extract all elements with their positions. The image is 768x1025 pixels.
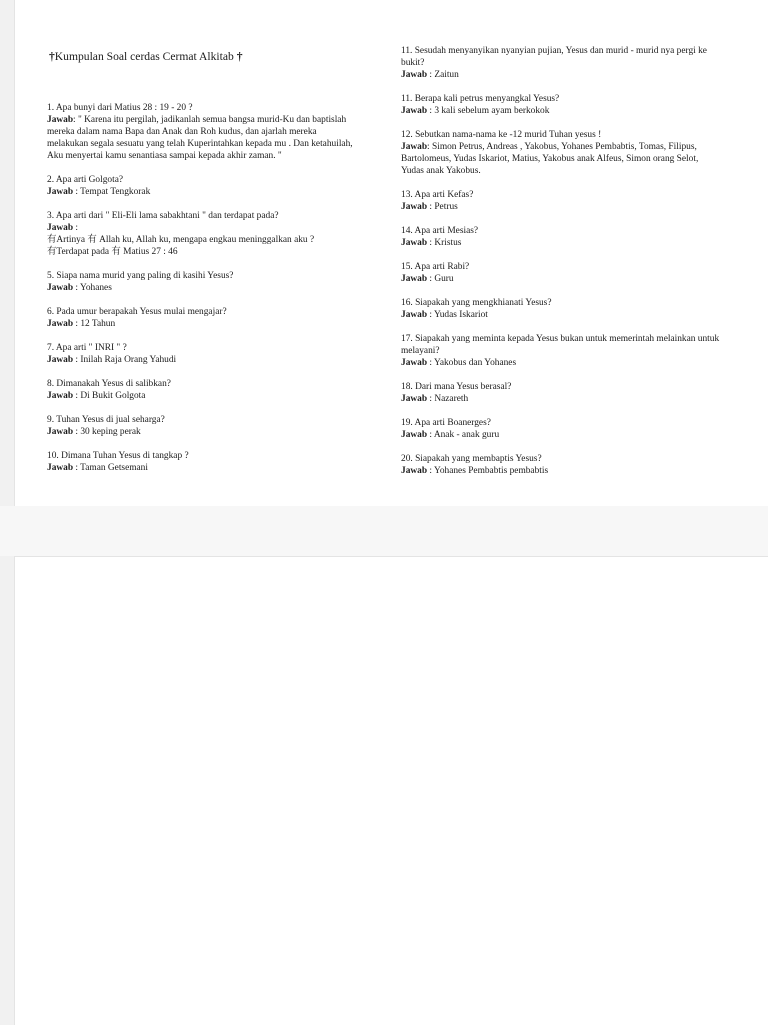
question-text: 15. Apa arti Rabi? bbox=[401, 262, 470, 272]
question-block-9 bbox=[47, 414, 359, 438]
question-block-17 bbox=[401, 333, 721, 369]
answer-text bbox=[47, 318, 359, 330]
answer-label: Jawab bbox=[47, 463, 74, 473]
answer-label: Jawab bbox=[47, 355, 74, 365]
question-block-1 bbox=[47, 102, 359, 162]
answer-value: : Yohanes Pembabtis pembabtis bbox=[427, 466, 549, 476]
answer-value: : 30 keping perak bbox=[73, 427, 141, 437]
question-block-13 bbox=[401, 189, 721, 213]
answer-value: : Inilah Raja Orang Yahudi bbox=[73, 355, 177, 365]
question-text: 7. Apa arti " INRI " ? bbox=[47, 343, 127, 353]
answer-value: : Yakobus dan Yohanes bbox=[427, 358, 517, 368]
answer-label: Jawab bbox=[401, 142, 428, 152]
answer-text bbox=[401, 393, 721, 405]
question-text: 20. Siapakah yang membaptis Yesus? bbox=[401, 454, 542, 464]
question-text: 19. Apa arti Boanerges? bbox=[401, 418, 491, 428]
answer-label: Jawab bbox=[47, 187, 74, 197]
answer-text bbox=[47, 186, 359, 198]
answer-text bbox=[401, 273, 721, 285]
question-block-11b bbox=[401, 93, 721, 117]
answer-value: : " Karena itu pergilah, jadikanlah semua bangsa murid-Ku dan baptislah mereka dalam nama Bapa dan Anak dan Roh kudus, dan ajarlah mereka melakukan segala sesuatu yang telah Kuperintahkan kepada mu . Dan ketahuilah, Aku menyertai kamu senantiasa sampai kepada akhir zaman. " bbox=[47, 115, 353, 161]
question-block-7 bbox=[47, 342, 359, 366]
answer-text bbox=[401, 309, 721, 321]
answer-text bbox=[47, 222, 359, 234]
question-text: 16. Siapakah yang mengkhianati Yesus? bbox=[401, 298, 552, 308]
answer-value: : 3 kali sebelum ayam berkokok bbox=[427, 106, 550, 116]
answer-value: : Tempat Tengkorak bbox=[73, 187, 151, 197]
question-text: 18. Dari mana Yesus berasal? bbox=[401, 382, 512, 392]
answer-text bbox=[47, 114, 359, 162]
question-block-10 bbox=[47, 450, 359, 474]
question-block-16 bbox=[401, 297, 721, 321]
left-column bbox=[47, 102, 359, 486]
answer-value: : Yohanes bbox=[73, 283, 112, 293]
answer-text bbox=[401, 357, 721, 369]
answer-label: Jawab bbox=[47, 391, 74, 401]
answer-label: Jawab bbox=[47, 115, 74, 125]
cross-icon: † bbox=[49, 50, 55, 63]
answer-value: : Anak - anak guru bbox=[427, 430, 500, 440]
answer-label: Jawab bbox=[401, 430, 428, 440]
answer-label: Jawab bbox=[47, 223, 74, 233]
question-block-6 bbox=[47, 306, 359, 330]
answer-value: : Nazareth bbox=[427, 394, 469, 404]
answer-value: : bbox=[73, 223, 78, 233]
question-text: 14. Apa arti Mesias? bbox=[401, 226, 479, 236]
answer-label: Jawab bbox=[47, 427, 74, 437]
answer-value: : Di Bukit Golgota bbox=[73, 391, 146, 401]
answer-text bbox=[401, 237, 721, 249]
question-block-5 bbox=[47, 270, 359, 294]
question-text: 5. Siapa nama murid yang paling di kasihi Yesus? bbox=[47, 271, 234, 281]
answer-value: : Guru bbox=[427, 274, 454, 284]
answer-label: Jawab bbox=[47, 319, 74, 329]
answer-label: Jawab bbox=[401, 106, 428, 116]
answer-label: Jawab bbox=[401, 310, 428, 320]
question-text: 3. Apa arti dari " Eli-Eli lama sabakhtani " dan terdapat pada? bbox=[47, 211, 279, 221]
answer-label: Jawab bbox=[401, 202, 428, 212]
question-block-3 bbox=[47, 210, 359, 258]
answer-value: : 12 Tahun bbox=[73, 319, 116, 329]
page-gap bbox=[0, 506, 768, 556]
answer-label: Jawab bbox=[401, 238, 428, 248]
answer-value: : Zaitun bbox=[427, 70, 459, 80]
question-block-20 bbox=[401, 453, 721, 477]
answer-label: Jawab bbox=[47, 283, 74, 293]
question-block-15 bbox=[401, 261, 721, 285]
question-block-8 bbox=[47, 378, 359, 402]
title-text: Kumpulan Soal cerdas Cermat Alkitab bbox=[54, 50, 234, 63]
question-block-2 bbox=[47, 174, 359, 198]
answer-value: : Petrus bbox=[427, 202, 458, 212]
question-text: 17. Siapakah yang meminta kepada Yesus bukan untuk memerintah melainkan untuk melayani? bbox=[401, 334, 720, 356]
answer-value: : Taman Getsemani bbox=[73, 463, 148, 473]
answer-text bbox=[401, 69, 721, 81]
question-text: 11. Berapa kali petrus menyangkal Yesus? bbox=[401, 94, 560, 104]
question-block-18 bbox=[401, 381, 721, 405]
question-text: 11. Sesudah menyanyikan nyanyian pujian, Yesus dan murid - murid nya pergi ke bukit? bbox=[401, 46, 707, 68]
document-title bbox=[49, 50, 349, 63]
question-text: 6. Pada umur berapakah Yesus mulai mengajar? bbox=[47, 307, 227, 317]
answer-value: : Yudas Iskariot bbox=[427, 310, 488, 320]
answer-text bbox=[401, 429, 721, 441]
answer-text bbox=[47, 462, 359, 474]
question-text: 2. Apa arti Golgota? bbox=[47, 175, 124, 185]
question-block-14 bbox=[401, 225, 721, 249]
document-page-2 bbox=[14, 556, 768, 1025]
answer-label: Jawab bbox=[401, 70, 428, 80]
answer-text bbox=[401, 465, 721, 477]
answer-reference: 有Terdapat pada 有 Matius 27 : 46 bbox=[47, 247, 178, 257]
question-text: 8. Dimanakah Yesus di salibkan? bbox=[47, 379, 171, 389]
answer-text bbox=[401, 201, 721, 213]
right-column bbox=[401, 45, 721, 489]
answer-value: : Kristus bbox=[427, 238, 462, 248]
answer-meaning: 有Artinya 有 Allah ku, Allah ku, mengapa engkau meninggalkan aku ? bbox=[47, 235, 315, 245]
answer-value: : Simon Petrus, Andreas , Yakobus, Yohanes Pembabtis, Tomas, Filipus, Bartolomeus, Yudas Iskariot, Matius, Yakobus anak Alfeus, Simon orang Selot, Yudas anak Yakobus. bbox=[401, 142, 699, 176]
question-text: 9. Tuhan Yesus di jual seharga? bbox=[47, 415, 165, 425]
answer-text bbox=[47, 426, 359, 438]
document-page-1 bbox=[14, 0, 768, 506]
cross-icon: † bbox=[236, 50, 243, 63]
answer-text bbox=[401, 141, 721, 177]
answer-text bbox=[47, 354, 359, 366]
question-block-19 bbox=[401, 417, 721, 441]
question-text: 10. Dimana Tuhan Yesus di tangkap ? bbox=[47, 451, 189, 461]
question-block-11a bbox=[401, 45, 721, 81]
answer-text bbox=[47, 390, 359, 402]
answer-text bbox=[47, 282, 359, 294]
answer-text bbox=[401, 105, 721, 117]
question-text: 1. Apa bunyi dari Matius 28 : 19 - 20 ? bbox=[47, 103, 193, 113]
question-text: 12. Sebutkan nama-nama ke -12 murid Tuhan yesus ! bbox=[401, 130, 602, 140]
question-text: 13. Apa arti Kefas? bbox=[401, 190, 474, 200]
answer-label: Jawab bbox=[401, 394, 428, 404]
question-block-12 bbox=[401, 129, 721, 177]
answer-label: Jawab bbox=[401, 274, 428, 284]
answer-label: Jawab bbox=[401, 358, 428, 368]
answer-label: Jawab bbox=[401, 466, 428, 476]
